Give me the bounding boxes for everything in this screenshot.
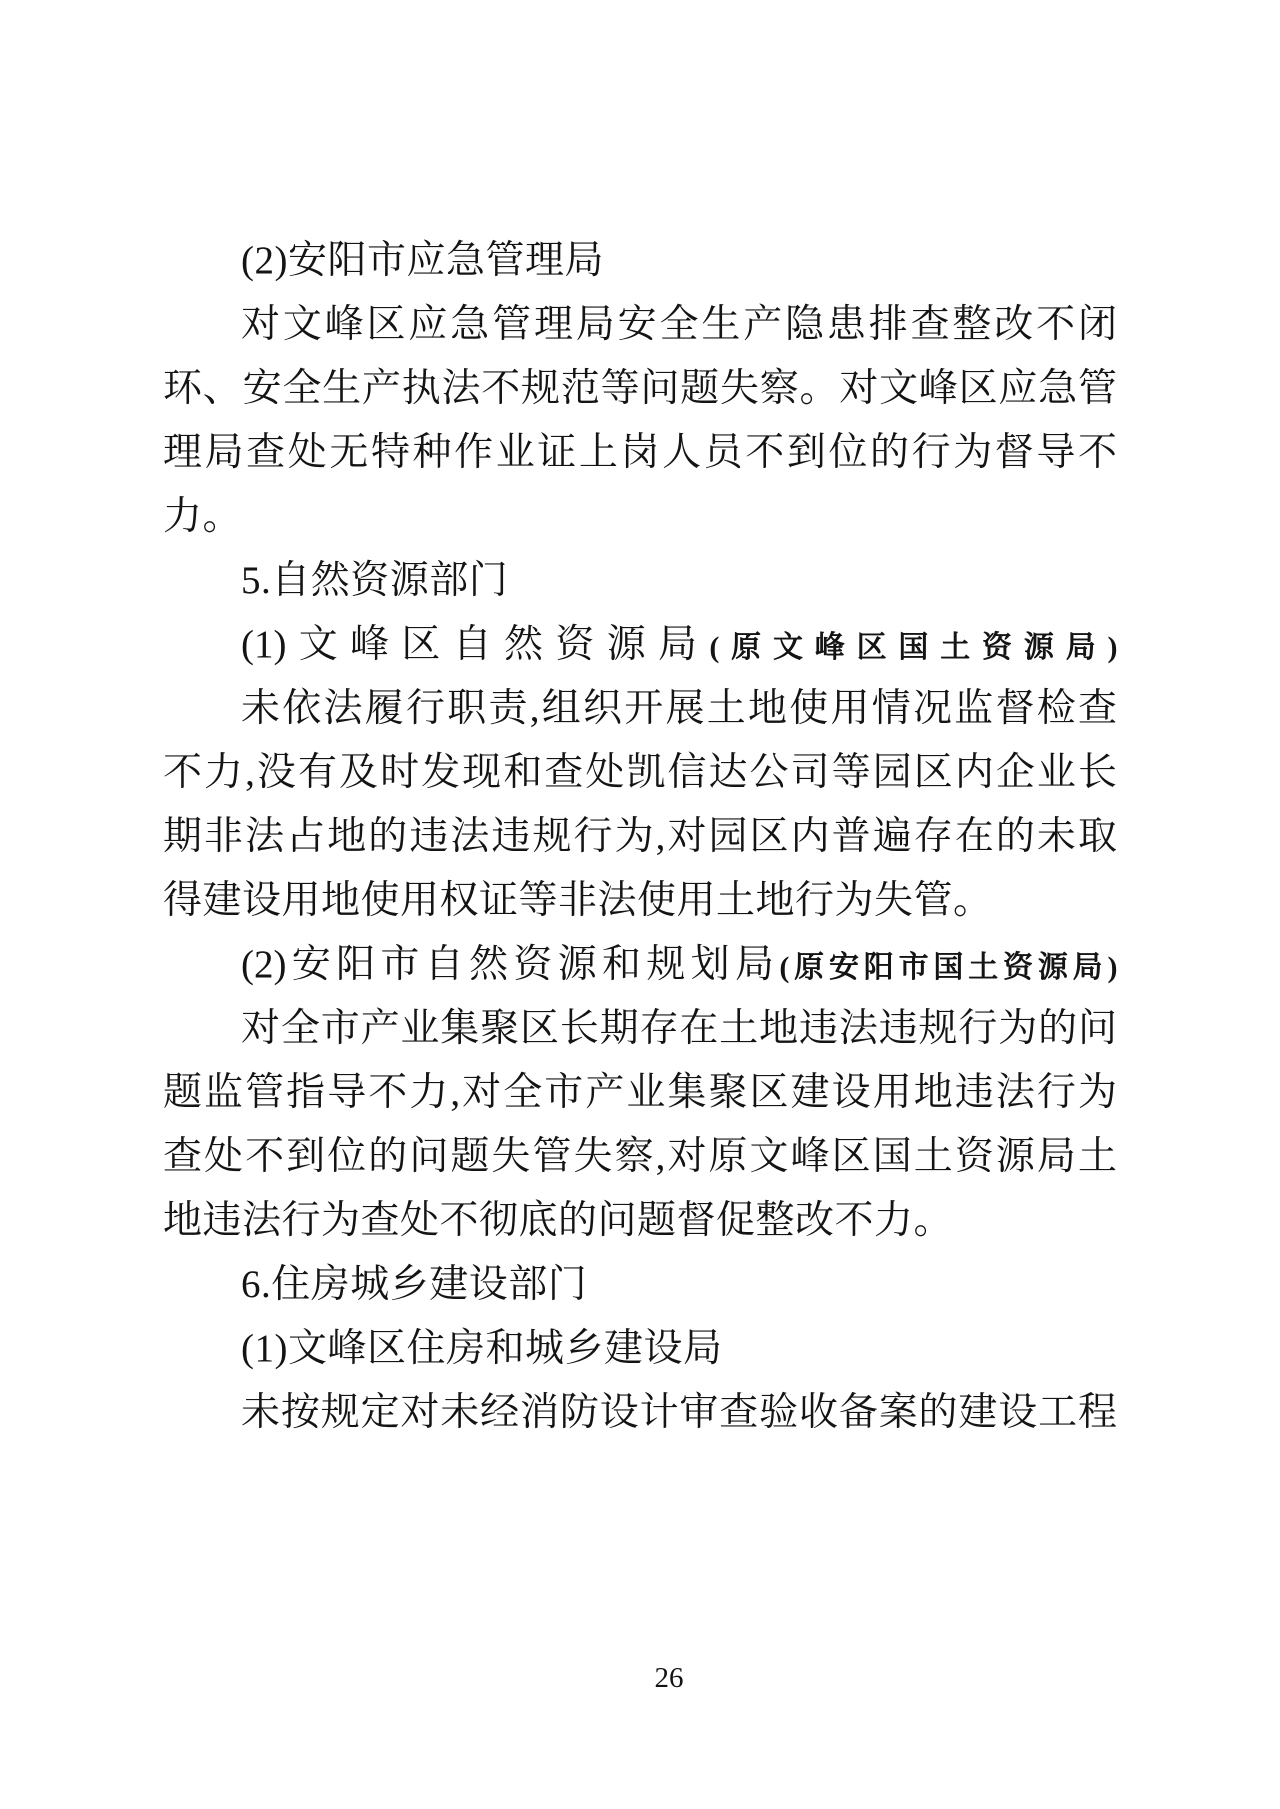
text-line bbox=[163, 293, 1117, 357]
text-run: (1)文峰区自然资源局 bbox=[241, 623, 710, 666]
text-run: (2)安阳市应急管理局 bbox=[241, 239, 604, 282]
text-run: 题监管指导不力,对全市产业集聚区建设用地违法行为 bbox=[163, 1071, 1117, 1114]
text-line bbox=[163, 1381, 1117, 1445]
heading-line bbox=[163, 1253, 1117, 1317]
heading-line bbox=[163, 1317, 1117, 1381]
heading-line bbox=[163, 229, 1117, 293]
text-line bbox=[163, 1061, 1117, 1125]
text-line bbox=[163, 1189, 1117, 1253]
text-run: 6.住房城乡建设部门 bbox=[241, 1263, 588, 1306]
text-line bbox=[163, 1125, 1117, 1189]
heading-line bbox=[163, 613, 1117, 677]
heading-line bbox=[163, 549, 1117, 613]
text-line bbox=[163, 485, 1117, 549]
text-run: 环、安全生产执法不规范等问题失察。对文峰区应急管 bbox=[163, 367, 1117, 410]
text-line bbox=[163, 421, 1117, 485]
text-run: 对文峰区应急管理局安全生产隐患排查整改不闭 bbox=[241, 303, 1117, 346]
text-run: 未依法履行职责,组织开展土地使用情况监督检查 bbox=[241, 687, 1117, 730]
text-line bbox=[163, 805, 1117, 869]
text-run: 得建设用地使用权证等非法使用土地行为失管。 bbox=[163, 879, 993, 922]
heading-line bbox=[163, 933, 1117, 997]
text-run: 力。 bbox=[163, 495, 243, 538]
text-line bbox=[163, 997, 1117, 1061]
text-run: 不力,没有及时发现和查处凯信达公司等园区内企业长 bbox=[163, 751, 1117, 794]
heading-note-run: (原文峰区国土资源局) bbox=[709, 631, 1117, 664]
text-run: 理局查处无特种作业证上岗人员不到位的行为督导不 bbox=[163, 431, 1117, 474]
text-run: 查处不到位的问题失管失察,对原文峰区国土资源局土 bbox=[163, 1135, 1117, 1178]
page-number: 26 bbox=[654, 1662, 684, 1694]
text-run: 期非法占地的违法违规行为,对园区内普遍存在的未取 bbox=[163, 815, 1117, 858]
text-line bbox=[163, 869, 1117, 933]
text-run: 对全市产业集聚区长期存在土地违法违规行为的问 bbox=[241, 1007, 1117, 1050]
text-run: 5.自然资源部门 bbox=[241, 559, 509, 602]
text-run: 地违法行为查处不彻底的问题督促整改不力。 bbox=[163, 1199, 954, 1242]
text-line bbox=[163, 677, 1117, 741]
text-run: (2)安阳市自然资源和规划局 bbox=[241, 943, 780, 986]
text-line bbox=[163, 741, 1117, 805]
text-run: (1)文峰区住房和城乡建设局 bbox=[241, 1327, 723, 1370]
text-line bbox=[163, 357, 1117, 421]
heading-note-run: (原安阳市国土资源局) bbox=[779, 951, 1117, 984]
text-block bbox=[163, 229, 1117, 1445]
text-run: 未按规定对未经消防设计审查验收备案的建设工程 bbox=[241, 1391, 1117, 1434]
